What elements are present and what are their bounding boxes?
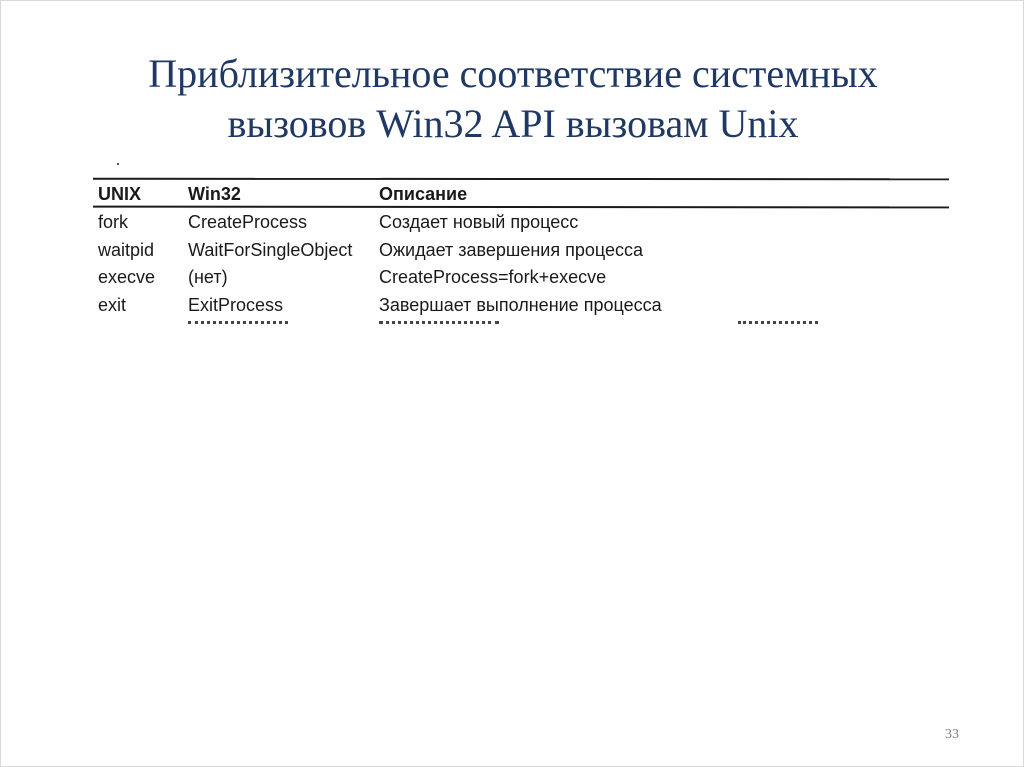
- row-exit-description: Завершает выполнение процесса: [379, 295, 662, 315]
- row-fork-description: Создает новый процесс: [379, 212, 579, 232]
- row-execve-description: CreateProcess=fork+execve: [379, 267, 607, 287]
- row-exit-unix: exit: [98, 295, 127, 315]
- header-win32: Win32: [188, 184, 241, 204]
- row-waitpid-unix: waitpid: [98, 240, 155, 260]
- cropped-row-fragment: [188, 321, 288, 329]
- header-description: Описание: [379, 184, 468, 204]
- row-waitpid-description: Ожидает завершения процесса: [379, 240, 644, 260]
- row-fork-unix: fork: [98, 212, 129, 232]
- cropped-row-fragment: [379, 321, 499, 329]
- slide-title-line-1: Приблизительное соответствие системных: [148, 51, 878, 96]
- table-header-rule: [93, 206, 949, 209]
- syscall-table-image: [93, 161, 953, 329]
- row-execve-unix: execve: [98, 267, 156, 287]
- row-waitpid-win32: WaitForSingleObject: [188, 240, 353, 260]
- page-number: 33: [945, 727, 959, 742]
- row-exit-win32: ExitProcess: [188, 295, 284, 315]
- table-top-rule: [93, 178, 949, 180]
- row-execve-win32: (нет): [188, 267, 228, 287]
- scan-speck: [117, 163, 119, 165]
- cropped-row-fragment: [738, 321, 818, 329]
- header-unix: UNIX: [98, 184, 142, 204]
- slide-title-line-2: вызовов Win32 API вызовам Unix: [227, 101, 799, 146]
- row-fork-win32: CreateProcess: [188, 212, 308, 232]
- slide-title: [1, 49, 1024, 149]
